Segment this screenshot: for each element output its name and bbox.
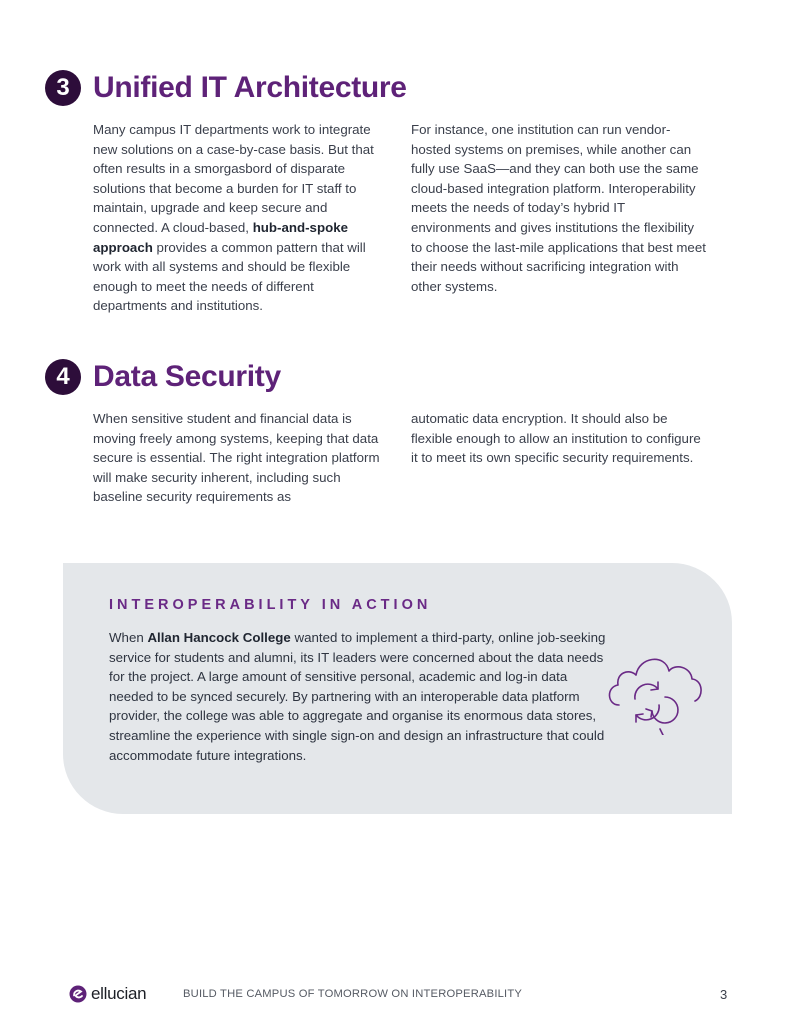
section-4-heading — [45, 359, 281, 395]
text: Many campus IT departments work to integrate new solutions on a case-by-case basis. But that often results in a smorgasbord of disparate solutions that become a burden for IT staff to maintain, upgrade and keep secure and connected. A cloud-based, — [93, 122, 374, 235]
text: provides a common pattern that will work with all systems and should be flexible enough to meet the needs of different departments and institutions. — [93, 239, 366, 314]
interoperability-callout — [63, 563, 732, 814]
section-4-column-2 — [411, 409, 706, 468]
paragraph — [93, 120, 388, 316]
section-title: Data Security — [93, 360, 281, 393]
paragraph: automatic data encryption. It should also be flexible enough to allow an institution to configure it to meet its own specific security requirements. — [411, 411, 701, 466]
section-number-badge: 3 — [45, 70, 81, 106]
callout-body — [109, 628, 609, 765]
bold-phrase: hub-and-spoke approach — [93, 219, 348, 255]
bold-phrase: Allan Hancock College — [147, 630, 291, 645]
section-3-column-1 — [93, 120, 388, 316]
section-4-column-1 — [93, 409, 388, 507]
section-3-column-2 — [411, 120, 706, 296]
section-number-badge: 4 — [45, 359, 81, 395]
page-number: 3 — [720, 987, 728, 1002]
footer-document-title: BUILD THE CAMPUS OF TOMORROW ON INTEROPERABILITY — [183, 988, 523, 1000]
ellucian-logo — [69, 984, 146, 1004]
text: wanted to implement a third-party, online job-seeking service for students and alumni, its IT leaders were concerned about the data needs for the project. A large amount of sensitive personal, academic and log-in data needed to be synced securely. By partnering with an interoperable data platform provider, the college was able to aggregate and organise its enormous data stores, streamline the experience with single sign-on and design an infrastructure that could accommodate future integrations. — [109, 630, 606, 763]
logo-text: ellucian — [91, 984, 147, 1003]
callout-heading: INTEROPERABILITY IN ACTION — [109, 597, 432, 613]
paragraph: When sensitive student and financial data is moving freely among systems, keeping that data secure is essential. The right integration platform will make security inherent, including such baseline security requirements as — [93, 411, 380, 505]
section-title: Unified IT Architecture — [93, 71, 407, 104]
text: When — [109, 630, 148, 645]
ellucian-logo-icon — [69, 985, 87, 1003]
section-3-heading — [45, 70, 407, 106]
cloud-sync-icon — [605, 649, 705, 735]
paragraph: For instance, one institution can run vendor-hosted systems on premises, while another can fully use SaaS—and they can both use the same cloud-based integration platform. Interoperability meets the needs of today’s hybrid IT environments and gives institutions the flexibility to choose the last-mile applications that best meet their needs without sacrificing integration with other systems. — [411, 122, 706, 294]
page-footer — [0, 980, 800, 1010]
